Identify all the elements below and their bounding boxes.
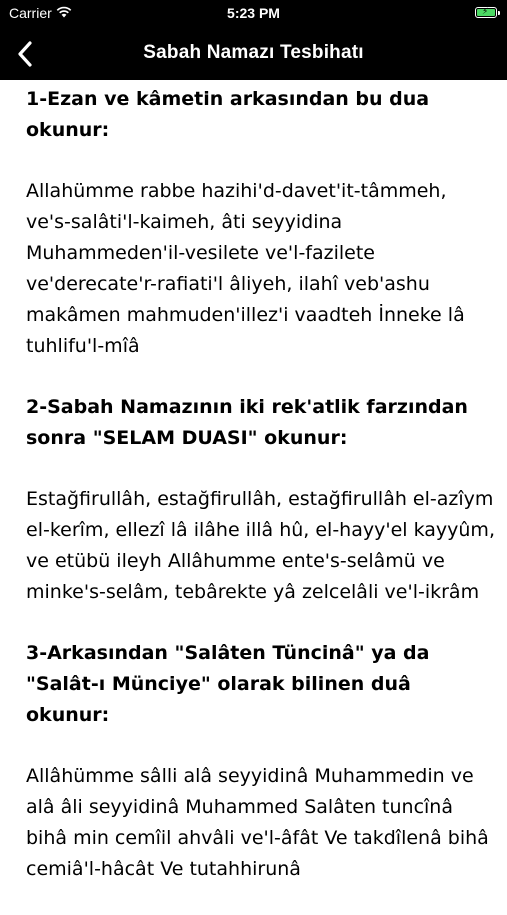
content-scroll-area[interactable] [26,80,496,915]
section-1 [26,84,496,362]
status-time: 5:23 PM [227,5,280,21]
section-heading: 1-Ezan ve kâmetin arkasından bu dua okunur: [26,88,430,141]
status-bar [0,0,507,28]
charging-bolt-icon: ⚡ [482,7,489,17]
battery-fill [477,9,495,16]
page-title: Sabah Namazı Tesbihatı [143,42,364,63]
section-body: Allâhümme sâlli alâ seyyidinâ Muhammedin ve alâ âli seyyidinâ Muhammed Salâten tuncînâ bihâ min cemîil ahvâli ve'l-âfât Ve takdîlenâ bihâ cemiâ'l-hâcât Ve tutahhirunâ [26,765,489,880]
section-3 [26,638,496,885]
section-heading: 2-Sabah Namazının iki rek'atlik farzından sonra "SELAM DUASI" okunur: [26,396,468,449]
section-2 [26,392,496,608]
carrier-label: Carrier [9,5,52,21]
section-body: Estağfirullâh, estağfirullâh, estağfirullâh el-azîym el-kerîm, ellezî lâ ilâhe illâ hû, el-hayy'el kayyûm, ve etübü ileyh Allâhumme ente's-selâmü ve minke's-selâm, tebârekte yâ zelcelâli ve'l-ikrâm [26,488,495,603]
section-heading: 3-Arkasından "Salâten Tüncinâ" ya da "Salât-ı Münciye" olarak bilinen duâ okunur: [26,642,430,726]
navigation-bar [0,28,507,80]
battery-icon [475,7,497,18]
battery-cap [498,11,500,15]
section-body: Allahümme rabbe hazihi'd-davet'it-tâmmeh, ve's-salâti'l-kaimeh, âti seyyidina Muhammeden'il-vesilete ve'l-fazilete ve'derecate'r-rafiati'l âliyeh, ilahî veb'ashu makâmen mahmuden'illez'i vaadteh İnneke lâ tuhlifu'l-mîâ [26,180,465,357]
